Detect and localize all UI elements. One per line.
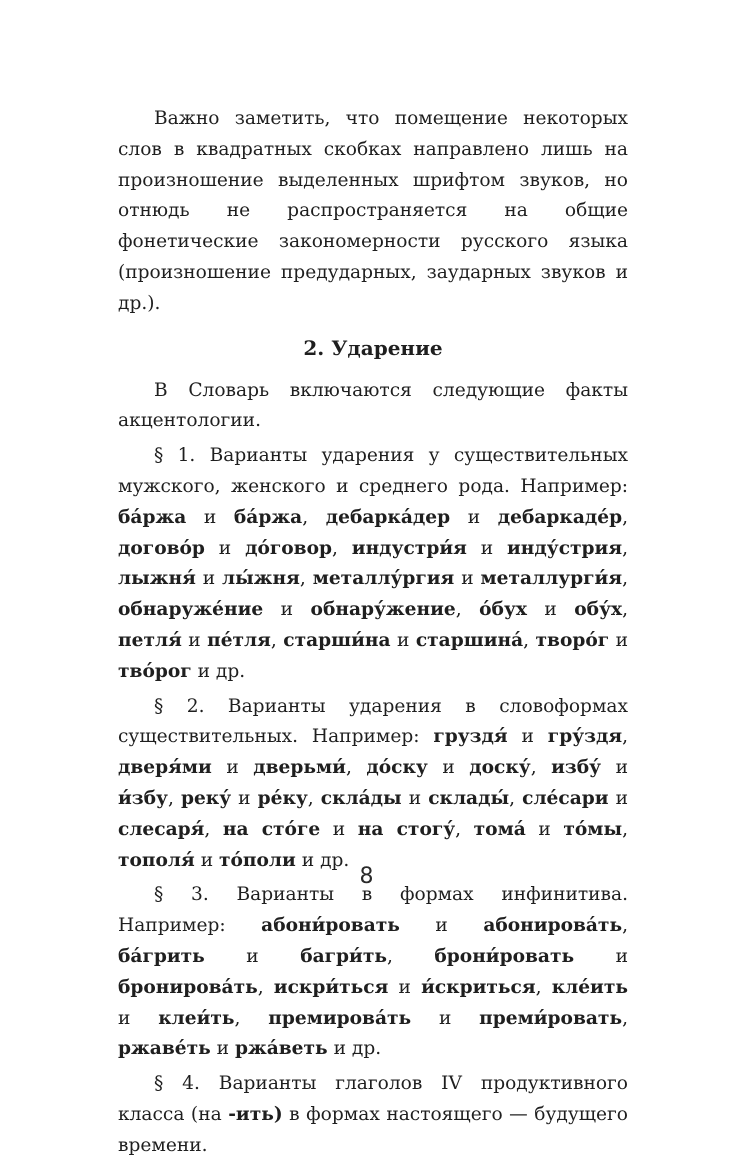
stress-variant: брони́ровать xyxy=(434,945,575,967)
stress-variant: на стогу́ xyxy=(357,818,456,840)
intro-paragraph: Важно заметить, что помещение некоторых слов в квадратных скобках направлено лишь на произношение выделенных шрифтом звуков, но отнюдь не распространяется на общие фонетические закономерности русского языка (произношение предударных, заударных звуков и др.). xyxy=(118,108,628,314)
stress-variant: склады́ xyxy=(428,787,510,809)
conjunction: и xyxy=(181,629,208,651)
stress-variant: ре́ку xyxy=(257,787,308,809)
paragraph-4 xyxy=(118,1069,628,1161)
stress-variant: искри́ться xyxy=(273,976,389,998)
conjunction: и xyxy=(204,945,301,967)
conjunction: и xyxy=(399,915,484,937)
stress-variant: творо́г xyxy=(535,629,610,651)
paragraph-3: § 3. Варианты в формах инфинитива. Например: абони́ровать и абонирова́ть, ба́грить и багри́ть, брони́ровать и бронирова́ть, искри́ться и и́скриться, кле́ить и клеи́ть, премирова́ть и преми́ровать, ржаве́ть и ржа́веть и др. xyxy=(118,884,629,1060)
stress-variant: скла́ды xyxy=(320,787,402,809)
conjunction: и xyxy=(320,818,358,840)
page-body xyxy=(118,104,628,1166)
lead-paragraph: В Словарь включаются следующие факты акцентологии. xyxy=(118,379,628,432)
stress-variant: обнаруже́ние xyxy=(118,599,264,621)
stress-variant: ба́ржа xyxy=(233,506,303,528)
stress-variant: груздя́ xyxy=(433,726,508,748)
stress-variant: лыжня́ xyxy=(118,568,196,590)
stress-variant: металлу́ргия xyxy=(312,568,455,590)
suffix-term: -ить) xyxy=(228,1103,283,1125)
p2-lead-text: § 2. Варианты ударения в словоформах существительных. Например: xyxy=(118,695,628,748)
stress-variant: то́мы xyxy=(563,818,623,840)
stress-variant: ржаве́ть xyxy=(118,1038,211,1060)
p3-lead-text: § 3. Варианты в формах инфинитива. Например: xyxy=(118,884,628,937)
conjunction: и xyxy=(526,599,575,621)
stress-variant: ржа́веть xyxy=(234,1038,328,1060)
conjunction: и xyxy=(390,629,416,651)
p3-end-text: и др. xyxy=(333,1038,382,1060)
page-number: 8 xyxy=(359,864,374,889)
stress-variant: реку́ xyxy=(180,787,232,809)
conjunction: и xyxy=(450,506,498,528)
conjunction: и xyxy=(118,1007,159,1029)
stress-variant: преми́ровать xyxy=(479,1007,623,1029)
stress-variant: сле́сари xyxy=(522,787,609,809)
conjunction: и xyxy=(210,1038,235,1060)
conjunction: и xyxy=(231,787,258,809)
stress-variant: индустри́я xyxy=(351,537,467,559)
stress-variant: абони́ровать xyxy=(261,915,400,937)
stress-variant: лы́жня xyxy=(222,568,300,590)
stress-variant: дверьми́ xyxy=(253,757,346,779)
conjunction: и xyxy=(601,757,628,779)
stress-variant: багри́ть xyxy=(300,945,387,967)
stress-variant: обнару́жение xyxy=(310,599,456,621)
stress-variant: клеи́ть xyxy=(158,1007,235,1029)
p1-lead-text: § 1. Варианты ударения у существительных мужского, женского и среднего рода. Например: xyxy=(118,445,628,497)
conjunction: и xyxy=(401,787,429,809)
stress-variant: дверя́ми xyxy=(118,757,212,779)
p2-end-text: и др. xyxy=(301,849,350,871)
conjunction: и xyxy=(427,757,470,779)
stress-variant: кле́ить xyxy=(551,976,628,998)
conjunction: и xyxy=(195,568,223,590)
stress-variant: тво́рог xyxy=(118,660,192,682)
paragraph-4-before: § 4. Варианты глаголов IV продуктивного класса (на xyxy=(118,1073,628,1125)
stress-variant: старшина́ xyxy=(415,629,524,651)
stress-variant: металлурги́я xyxy=(480,568,623,590)
stress-variant: и́скриться xyxy=(421,976,536,998)
conjunction: и xyxy=(574,945,629,967)
conjunction: и xyxy=(204,537,246,559)
stress-variant: до́говор xyxy=(245,537,332,559)
conjunction: и xyxy=(411,1007,480,1029)
stress-variant: ба́ржа xyxy=(118,506,187,528)
stress-variant: ба́грить xyxy=(118,945,205,967)
stress-variant: старши́на xyxy=(283,629,391,651)
stress-variant: до́ску xyxy=(366,757,428,779)
stress-variant: тома́ xyxy=(473,818,526,840)
conjunction: и xyxy=(263,599,311,621)
stress-variant: о́бух xyxy=(479,599,527,621)
stress-variant: инду́стрия xyxy=(507,537,623,559)
stress-variant: обу́х xyxy=(574,599,623,621)
paragraph-1: § 1. Варианты ударения у существительных мужского, женского и среднего рода. Например: ба́ржа и ба́ржа, дебарка́дер и дебаркаде́р, догово́р и до́говор, индустри́я и инду́стрия, лыжня́ и лы́жня, металлу́ргия и металлурги́я, обнаруже́ние и обнару́жение, о́бух и обу́х, петля́ и пе́тля, старши́на и старшина́, творо́г и тво́рог и др. xyxy=(118,445,629,682)
paragraph-4-after: в формах настоящего — будущего времени. xyxy=(118,1103,628,1156)
stress-variant: пе́тля xyxy=(207,629,271,651)
section-heading: 2. Ударение xyxy=(303,335,443,360)
stress-variant: слесаря́ xyxy=(118,818,205,840)
conjunction: и xyxy=(507,726,548,748)
conjunction: и xyxy=(454,568,481,590)
stress-variant: дебарка́дер xyxy=(325,506,451,528)
stress-variant: догово́р xyxy=(118,537,205,559)
stress-variant: абонирова́ть xyxy=(483,915,623,937)
stress-variant: тополя́ xyxy=(118,849,195,871)
conjunction: и xyxy=(194,849,219,871)
conjunction: и xyxy=(608,787,629,809)
stress-variant: петля́ xyxy=(118,629,182,651)
paragraph-2: § 2. Варианты ударения в словоформах существительных. Например: груздя́ и гру́здя, дверя́ми и дверьми́, до́ску и доску́, избу́ и и́збу, реку́ и ре́ку, скла́ды и склады́, сле́сари и слесаря́, на сто́ге и на стогу́, тома́ и то́мы, тополя́ и то́поли и др. xyxy=(118,695,629,871)
stress-variant: дебаркаде́р xyxy=(497,506,623,528)
conjunction: и xyxy=(609,629,628,651)
stress-variant: на сто́ге xyxy=(222,818,321,840)
p1-end-text: и др. xyxy=(197,660,246,682)
stress-variant: доску́ xyxy=(469,757,531,779)
stress-variant: то́поли xyxy=(219,849,296,871)
conjunction: и xyxy=(466,537,507,559)
conjunction: и xyxy=(525,818,564,840)
conjunction: и xyxy=(211,757,254,779)
stress-variant: премирова́ть xyxy=(268,1007,412,1029)
stress-variant: избу́ xyxy=(551,757,602,779)
conjunction: и xyxy=(186,506,234,528)
stress-variant: гру́здя xyxy=(547,726,623,748)
stress-variant: бронирова́ть xyxy=(118,976,258,998)
stress-variant: и́збу xyxy=(118,787,168,809)
conjunction: и xyxy=(388,976,422,998)
